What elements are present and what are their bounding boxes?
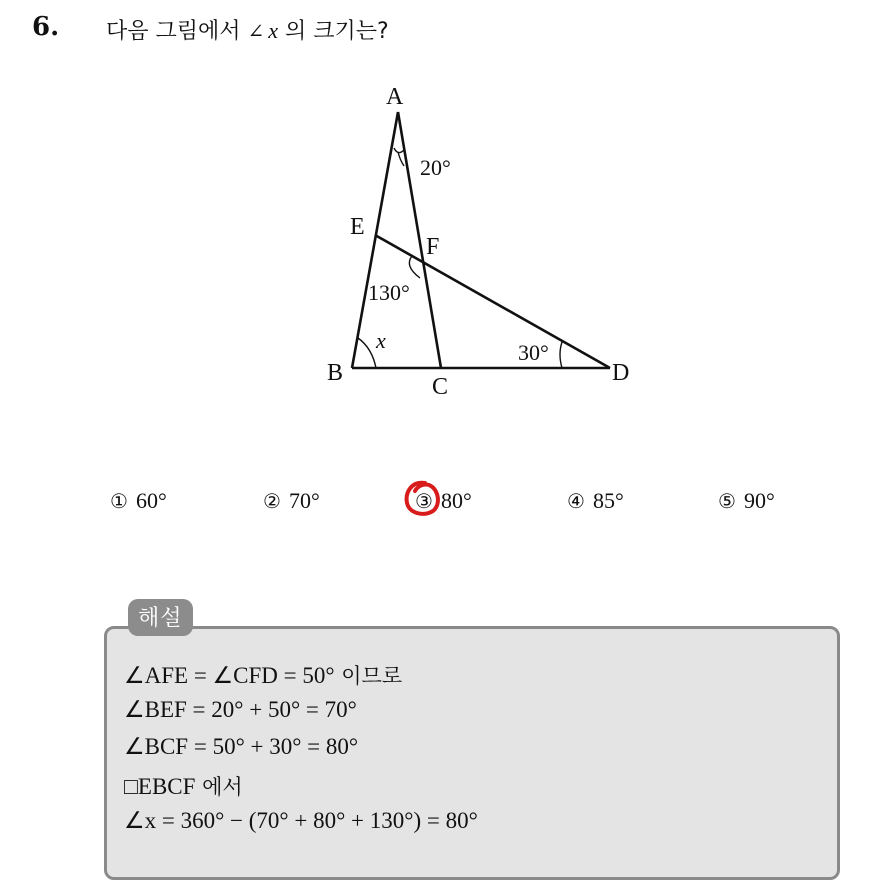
label-a: A bbox=[386, 84, 404, 110]
line-1-korean: 이므로 bbox=[334, 664, 403, 688]
arc-angle-a bbox=[394, 148, 404, 153]
line-2-math: ∠BEF = 20° + 50° = 70° bbox=[124, 697, 357, 722]
choice-3-value: 80° bbox=[441, 488, 472, 513]
line-4-korean: 에서 bbox=[195, 775, 243, 799]
explanation-lines bbox=[124, 660, 478, 845]
question-text bbox=[106, 14, 389, 45]
question-number: 6. bbox=[32, 12, 60, 42]
arc-angle-b bbox=[358, 338, 376, 368]
angle-symbol: ∠ bbox=[247, 19, 265, 43]
label-f: F bbox=[426, 234, 440, 260]
angle-f-value: 130° bbox=[368, 280, 410, 305]
segment-ed bbox=[375, 235, 610, 368]
choice-1[interactable] bbox=[110, 488, 167, 514]
choice-5-value: 90° bbox=[744, 488, 775, 513]
angle-d-value: 30° bbox=[518, 340, 549, 365]
question-text-after: 의 크기는? bbox=[278, 19, 389, 44]
explanation-line-3 bbox=[124, 734, 478, 771]
choice-1-value: 60° bbox=[136, 488, 167, 513]
line-3-math: ∠BCF = 50° + 30° = 80° bbox=[124, 734, 359, 759]
angle-a-value: 20° bbox=[420, 155, 451, 180]
choice-2-value: 70° bbox=[289, 488, 320, 513]
choice-2-mark: ② bbox=[263, 489, 281, 513]
choice-5-mark: ⑤ bbox=[718, 489, 736, 513]
question-text-before: 다음 그림에서 bbox=[106, 19, 248, 44]
explanation-line-2 bbox=[124, 697, 478, 734]
choice-2[interactable] bbox=[263, 488, 320, 514]
selected-answer-circle bbox=[403, 479, 441, 517]
choice-4[interactable] bbox=[567, 488, 624, 514]
line-5-math: ∠x = 360° − (70° + 80° + 130°) = 80° bbox=[124, 808, 478, 833]
explanation-title: 해설 bbox=[128, 599, 193, 636]
arc-angle-a-pointer bbox=[398, 152, 404, 166]
explanation-line-1 bbox=[124, 660, 478, 697]
label-c: C bbox=[432, 374, 449, 400]
choice-5[interactable] bbox=[718, 488, 775, 514]
triangle-figure bbox=[300, 70, 660, 410]
explanation-line-4 bbox=[124, 771, 478, 808]
label-b: B bbox=[327, 360, 344, 386]
choice-4-mark: ④ bbox=[567, 489, 585, 513]
label-d: D bbox=[612, 360, 630, 386]
choice-3-mark: ③ bbox=[415, 489, 433, 513]
choice-1-mark: ① bbox=[110, 489, 128, 513]
label-e: E bbox=[350, 214, 365, 240]
explanation-line-5 bbox=[124, 808, 478, 845]
question-variable: x bbox=[268, 18, 279, 43]
choice-4-value: 85° bbox=[593, 488, 624, 513]
line-4-math: □EBCF bbox=[124, 774, 196, 799]
line-1-math: ∠AFE = ∠CFD = 50° bbox=[124, 663, 335, 688]
arc-angle-d bbox=[560, 342, 562, 368]
answer-choices bbox=[0, 488, 884, 524]
segment-ab bbox=[352, 112, 398, 368]
angle-b-variable: x bbox=[376, 328, 386, 353]
